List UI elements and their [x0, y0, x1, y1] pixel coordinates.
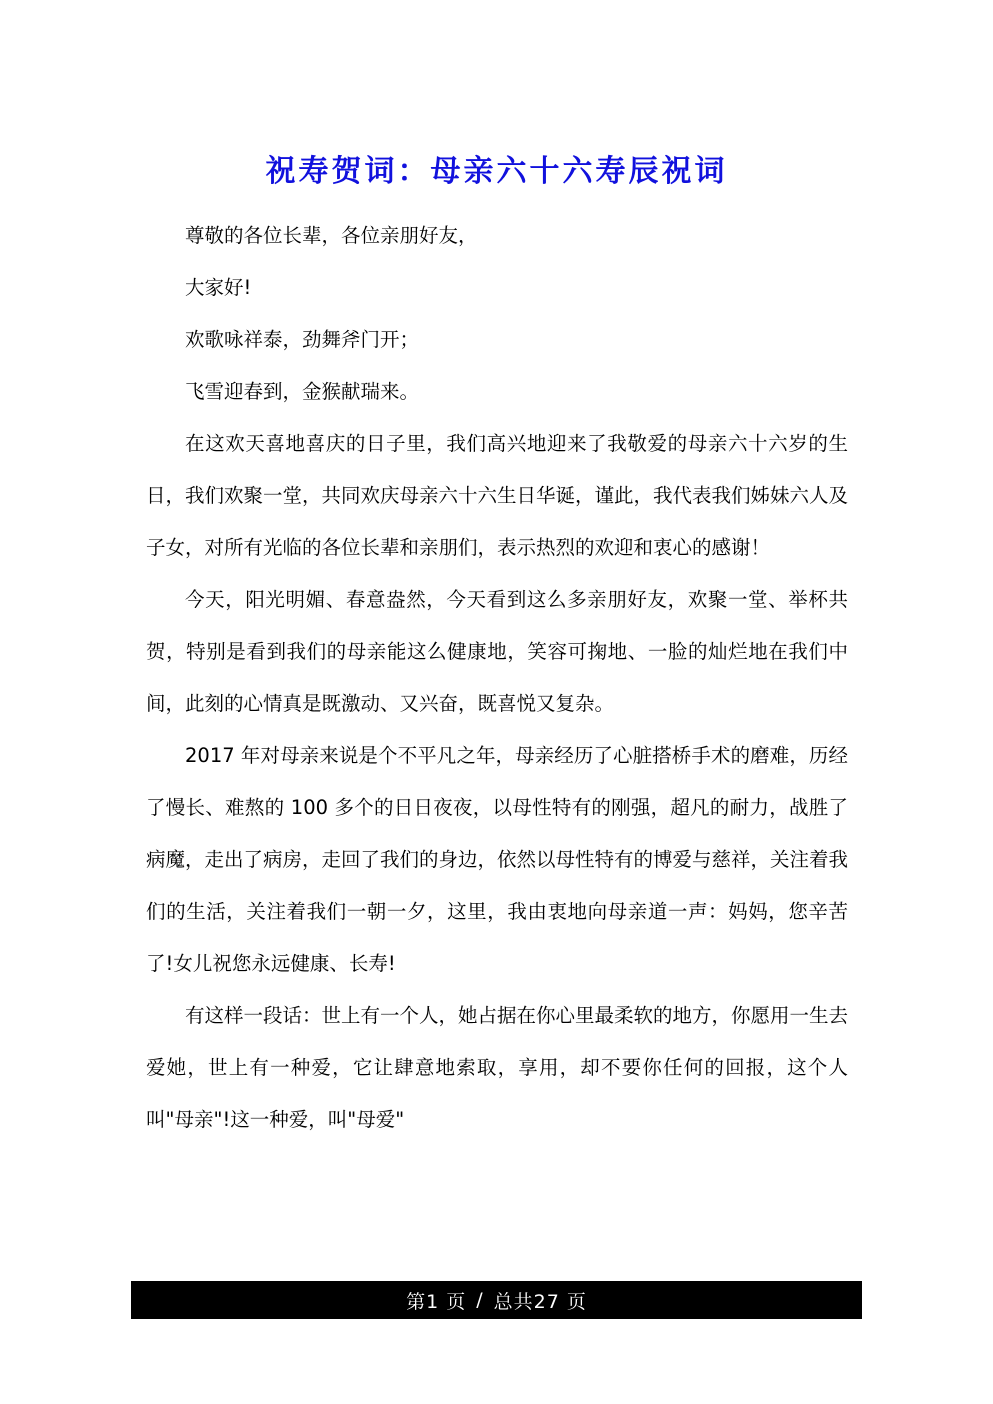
greeting-line: 飞雪迎春到，金猴献瑞来。 [185, 380, 420, 403]
document-body [146, 210, 848, 1146]
total-pages-label: 总共27 页 [493, 1290, 587, 1313]
page-title: 祝寿贺词：母亲六十六寿辰祝词 [265, 154, 728, 190]
page-separator: / [476, 1289, 484, 1311]
body-paragraph: 今天，阳光明媚、春意盎然，今天看到这么多亲朋好友，欢聚一堂、举杯共贺，特别是看到我们的母亲能这么健康地，笑容可掬地、一脸的灿烂地在我们中间，此刻的心情真是既激动、又兴奋，既喜悦又复杂。 [146, 588, 848, 715]
body-paragraph: 在这欢天喜地喜庆的日子里，我们高兴地迎来了我敬爱的母亲六十六岁的生日，我们欢聚一堂，共同欢庆母亲六十六生日华诞，谨此，我代表我们姊妹六人及子女，对所有光临的各位长辈和亲朋们，表示热烈的欢迎和衷心的感谢！ [146, 432, 849, 559]
greeting-line: 欢歌咏祥泰，劲舞斧门开； [185, 328, 420, 351]
current-page-label: 第1 页 [406, 1290, 467, 1313]
page-footer-bar [131, 1281, 862, 1319]
body-paragraph: 有这样一段话：世上有一个人，她占据在你心里最柔软的地方，你愿用一生去爱她，世上有一种爱，它让肆意地索取，享用，却不要你任何的回报，这个人叫"母亲"!这一种爱，叫"母爱" [146, 1004, 849, 1131]
greeting-line: 尊敬的各位长辈，各位亲朋好友， [185, 224, 478, 247]
greeting-line: 大家好! [185, 276, 252, 299]
body-paragraph: 2017 年对母亲来说是个不平凡之年，母亲经历了心脏搭桥手术的磨难，历经了慢长、难熬的 100 多个的日日夜夜，以母性特有的刚强，超凡的耐力，战胜了病魔，走出了病房，走回了我们的身边，依然以母性特有的博爱与慈祥，关注着我们的生活，关注着我们一朝一夕，这里，我由衷地向母亲道一声：妈妈，您辛苦了!女儿祝您永远健康、长寿! [146, 744, 849, 975]
